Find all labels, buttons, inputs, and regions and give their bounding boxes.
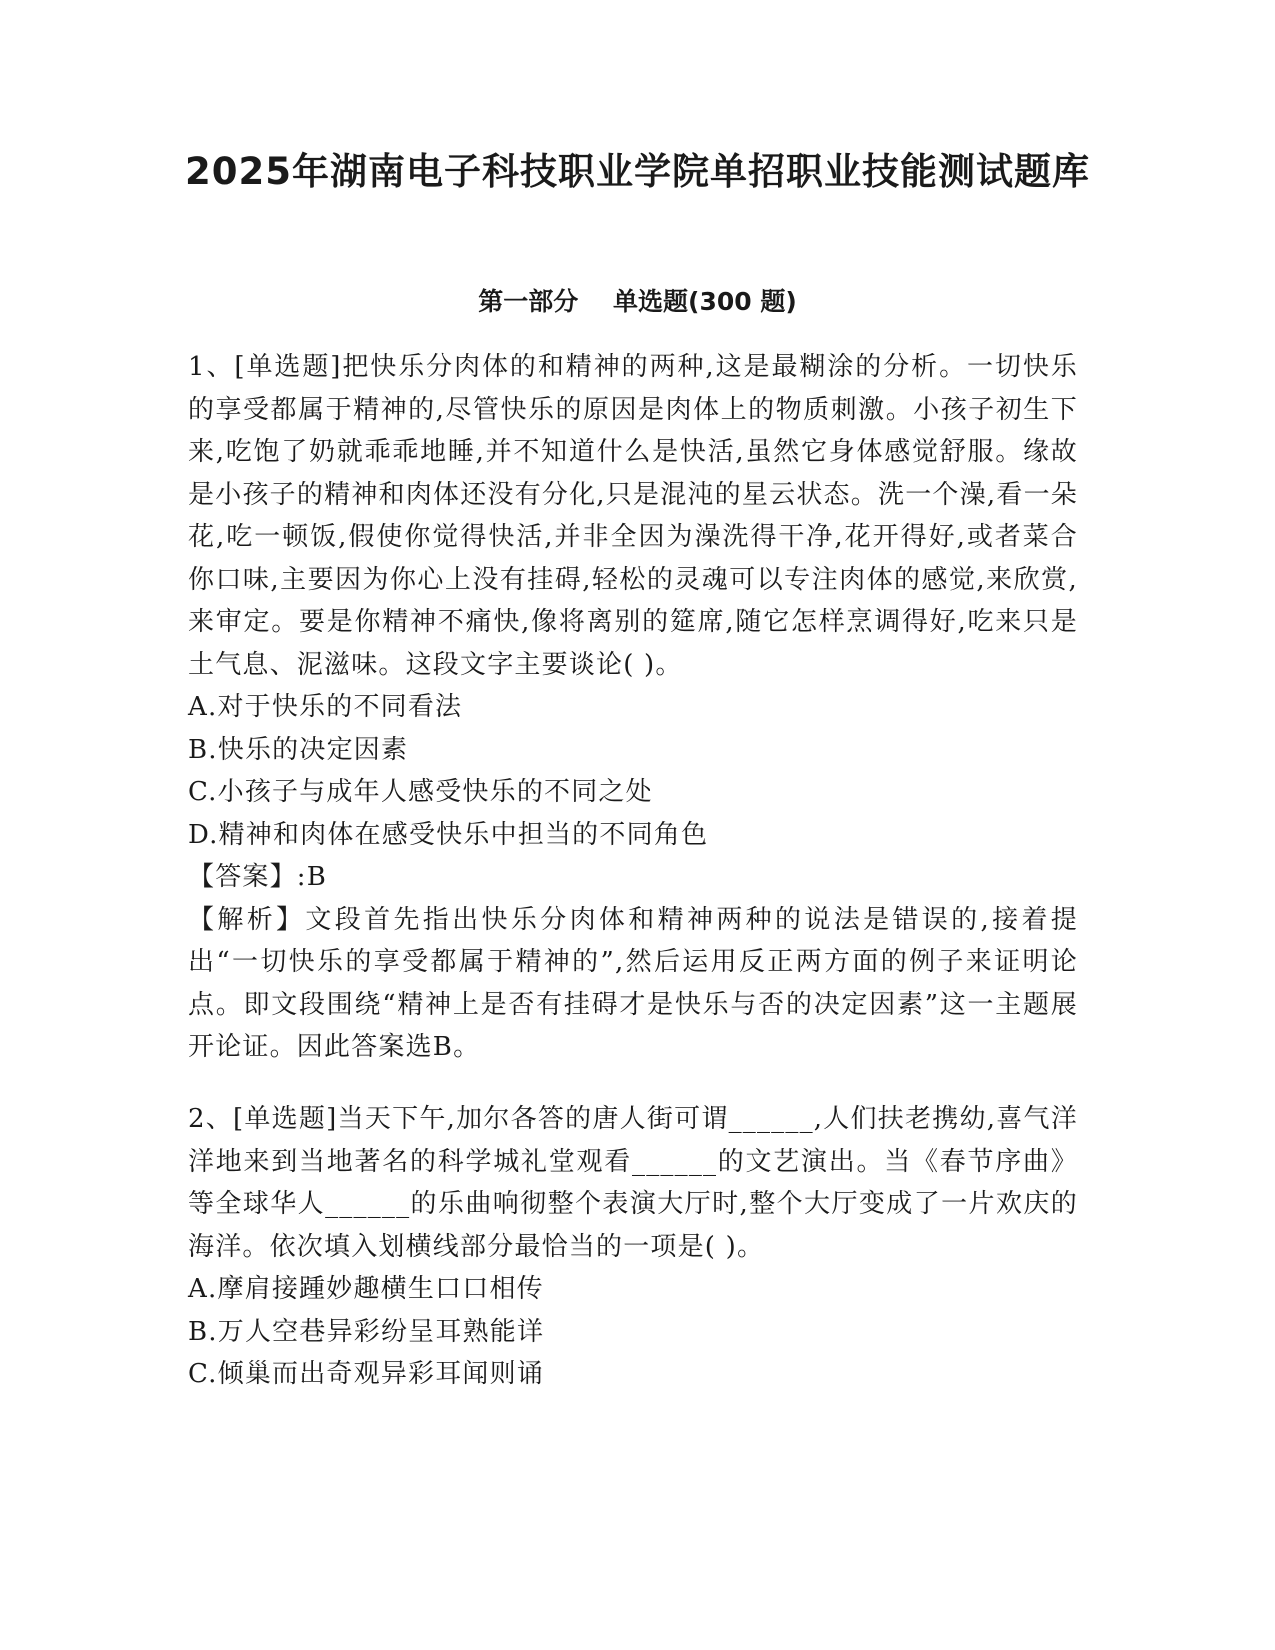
question-stem: 1、[单选题]把快乐分肉体的和精神的两种,这是最糊涂的分析。一切快乐的享受都属于精神的,尽管快乐的原因是肉体上的物质刺激。小孩子初生下来,吃饱了奶就乖乖地睡,并不知道什么是快活,虽然它身体感觉舒服。缘故是小孩子的精神和肉体还没有分化,只是混沌的星云状态。洗一个澡,看一朵花,吃一顿饭,假使你觉得快活,并非全因为澡洗得干净,花开得好,或者菜合你口味,主要因为你心上没有挂碍,轻松的灵魂可以专注肉体的感觉,来欣赏,来审定。要是你精神不痛快,像将离别的筵席,随它怎样烹调得好,吃来只是土气息、泥滋味。这段文字主要谈论( )。 xyxy=(188,352,1078,680)
document-title: 2025年湖南电子科技职业学院单招职业技能测试题库 xyxy=(185,150,1090,193)
option-b: B.快乐的决定因素 xyxy=(188,734,409,765)
answer: 【答案】:B xyxy=(188,862,328,892)
option-a: A.摩肩接踵妙趣横生口口相传 xyxy=(188,1274,544,1304)
option-d: D.精神和肉体在感受快乐中担当的不同角色 xyxy=(188,819,709,850)
option-c: C.小孩子与成年人感受快乐的不同之处 xyxy=(188,777,653,807)
option-a: A.对于快乐的不同看法 xyxy=(188,692,463,722)
section-title: 第一部分 单选题(300 题) xyxy=(478,287,797,316)
option-b: B.万人空巷异彩纷呈耳熟能详 xyxy=(188,1316,545,1347)
question-stem: 2、[单选题]当天下午,加尔各答的唐人街可谓______,人们扶老携幼,喜气洋洋地来到当地著名的科学城礼堂观看______的文艺演出。当《春节序曲》等全球华人______的乐曲响彻整个表演大厅时,整个大厅变成了一片欢庆的海洋。依次填入划横线部分最恰当的一项是( )。 xyxy=(188,1104,1078,1262)
question-2 xyxy=(188,1098,1078,1396)
analysis: 【解析】文段首先指出快乐分肉体和精神两种的说法是错误的,接着提出“一切快乐的享受都属于精神的”,然后运用反正两方面的例子来证明论点。即文段围绕“精神上是否有挂碍才是快乐与否的决定因素”这一主题展开论证。因此答案选B。 xyxy=(188,904,1078,1062)
question-1 xyxy=(188,346,1078,1069)
option-c: C.倾巢而出奇观异彩耳闻则诵 xyxy=(188,1359,545,1389)
